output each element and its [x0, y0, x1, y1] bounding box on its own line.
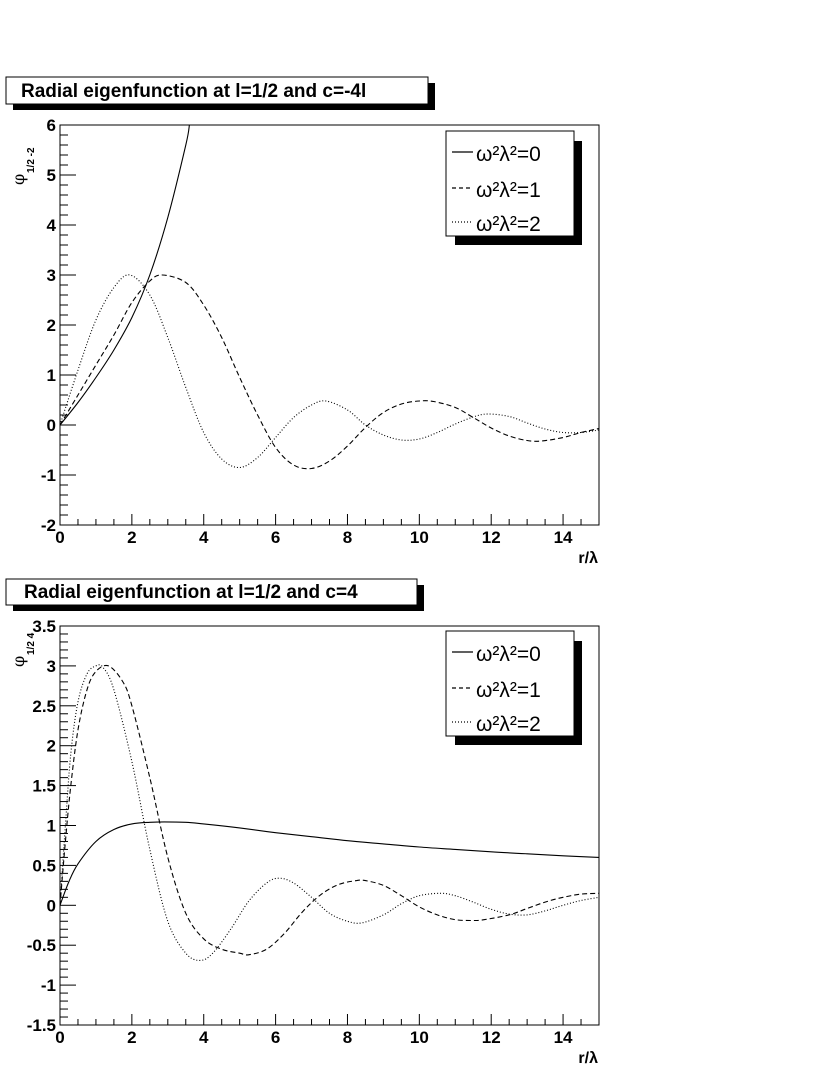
chart-title: Radial eigenfunction at l=1/2 and c=-4l — [21, 81, 367, 102]
x-tick-label: 8 — [342, 1028, 353, 1047]
y-axis-label-symbol: φ — [9, 173, 28, 185]
legend — [446, 631, 582, 745]
y-tick-label: 0 — [46, 416, 56, 435]
legend-label: ω²λ²=0 — [476, 643, 541, 666]
x-tick-label: 14 — [553, 1028, 573, 1047]
x-tick-label: 12 — [481, 528, 501, 547]
y-tick-label: 3 — [46, 266, 56, 285]
y-tick-label: 1 — [46, 816, 56, 836]
x-tick-label: 10 — [409, 528, 429, 547]
y-tick-label: 2 — [46, 316, 56, 335]
legend-label: ω²λ²=2 — [476, 213, 541, 236]
x-tick-label: 8 — [342, 528, 353, 547]
y-axis-label — [9, 147, 37, 185]
legend-label: ω²λ²=1 — [476, 179, 541, 202]
series-line-solid — [60, 125, 189, 425]
x-axis-label: r/λ — [578, 550, 598, 567]
x-tick-label: 4 — [198, 1028, 209, 1047]
series-line-solid — [60, 822, 599, 905]
y-tick-label: 1 — [46, 366, 56, 385]
legend-label: ω²λ²=1 — [476, 679, 541, 702]
x-tick-label: 12 — [481, 1028, 501, 1047]
y-tick-label: 1.5 — [32, 776, 56, 796]
y-tick-label: -2 — [40, 516, 56, 535]
x-tick-label: 0 — [55, 1028, 65, 1047]
x-tick-label: 10 — [409, 1028, 429, 1047]
y-tick-label: 2.5 — [32, 696, 56, 716]
x-tick-label: 2 — [127, 528, 137, 547]
panel-top — [6, 77, 599, 567]
y-tick-label: -1 — [40, 976, 56, 996]
y-tick-label: 3.5 — [32, 617, 56, 636]
y-tick-label: 5 — [46, 166, 56, 185]
chart-title: Radial eigenfunction at l=1/2 and c=4 — [24, 582, 358, 603]
y-tick-label: 2 — [46, 736, 56, 756]
x-tick-label: 0 — [55, 528, 65, 547]
y-axis-label-subscript: 1/2 4 — [26, 632, 37, 655]
x-tick-label: 2 — [127, 1028, 137, 1047]
legend — [446, 131, 582, 245]
y-tick-label: 0 — [46, 896, 56, 916]
x-tick-label: 4 — [198, 528, 209, 547]
x-tick-label: 14 — [553, 528, 573, 547]
y-tick-label: 6 — [46, 116, 56, 135]
legend-label: ω²λ²=2 — [476, 713, 541, 736]
y-axis-label — [9, 632, 37, 667]
y-axis-label-subscript: 1/2 -2 — [26, 147, 37, 173]
y-tick-label: -1.5 — [26, 1016, 56, 1035]
series-line-dashed — [60, 275, 599, 469]
x-tick-label: 6 — [270, 1028, 281, 1047]
y-tick-label: 0.5 — [32, 856, 56, 876]
y-tick-label: -0.5 — [26, 936, 56, 956]
y-tick-label: 4 — [46, 216, 56, 235]
y-axis-label-symbol: φ — [9, 655, 28, 667]
y-tick-label: -1 — [40, 466, 56, 485]
series-line-dotted — [60, 275, 599, 468]
y-tick-label: 3 — [46, 656, 56, 676]
x-axis-label: r/λ — [578, 1050, 598, 1067]
x-tick-label: 6 — [270, 528, 281, 547]
legend-label: ω²λ²=0 — [476, 143, 541, 166]
panel-bottom — [6, 579, 599, 1067]
